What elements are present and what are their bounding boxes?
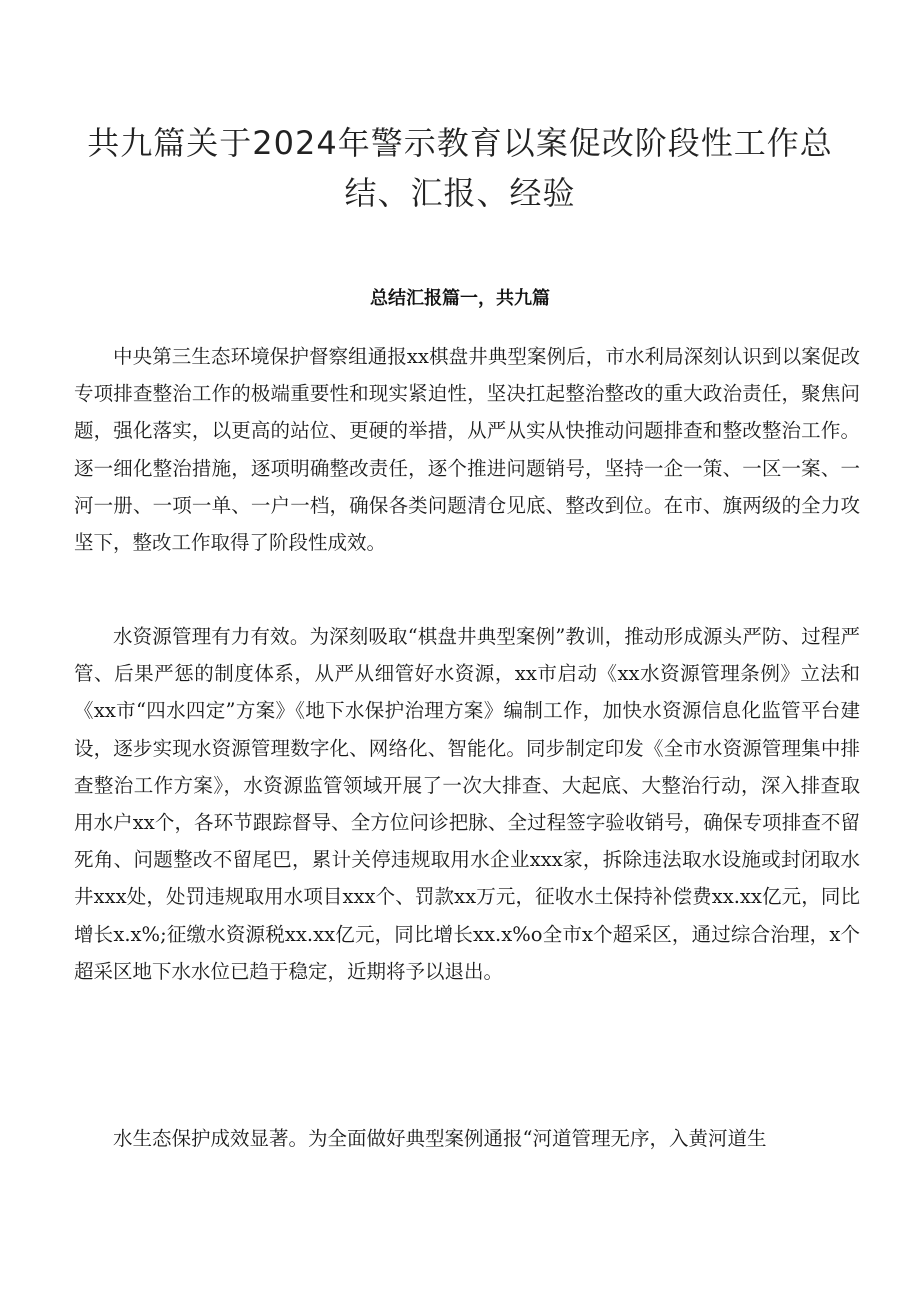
document-title: 共九篇关于2024年警示教育以案促改阶段性工作总结、汇报、经验 — [87, 124, 833, 212]
paragraph-intro: 中央第三生态环境保护督察组通报xx棋盘井典型案例后，市水利局深刻认识到以案促改专项排查整治工作的极端重要性和现实紧迫性，坚决扛起整治整改的重大政治责任，聚焦问题，强化落实，以更高的站位、更硬的举措，从严从实从快推动问题排查和整改整治工作。逐一细化整治措施，逐项明确整改责任，逐个推进问题销号，坚持一企一策、一区一案、一河一册、一项一单、一户一档，确保各类问题清仓见底、整改到位。在市、旗两级的全力攻坚下，整改工作取得了阶段性成效。 — [74, 345, 860, 555]
paragraph-water-resources: 水资源管理有力有效。为深刻吸取“棋盘井典型案例”教训，推动形成源头严防、过程严管、后果严惩的制度体系，从严从细管好水资源，xx市启动《xx水资源管理条例》立法和《xx市“四水四定”方案》《地下水保护治理方案》编制工作，加快水资源信息化监管平台建设，逐步实现水资源管理数字化、网络化、智能化。同步制定印发《全市水资源管理集中排查整治工作方案》，水资源监管领域开展了一次大排查、大起底、大整治行动，深入排查取用水户xx个，各环节跟踪督导、全方位问诊把脉、全过程签字验收销号，确保专项排查不留死角、问题整改不留尾巴，累计关停违规取用水企业xxx家，拆除违法取水设施或封闭取水井xxx处，处罚违规取用水项目xxx个、罚款xx万元，征收水土保持补偿费xx.xx亿元，同比增长x.x%;征缴水资源税xx.xx亿元，同比增长xx.x%o全市x个超采区，通过综合治理，x个超采区地下水水位已趋于稳定，近期将予以退出。 — [74, 625, 860, 983]
section-heading: 总结汇报篇一，共九篇 — [370, 288, 550, 309]
paragraph-water-ecology: 水生态保护成效显著。为全面做好典型案例通报“河道管理无序，入黄河道生 — [113, 1127, 767, 1150]
